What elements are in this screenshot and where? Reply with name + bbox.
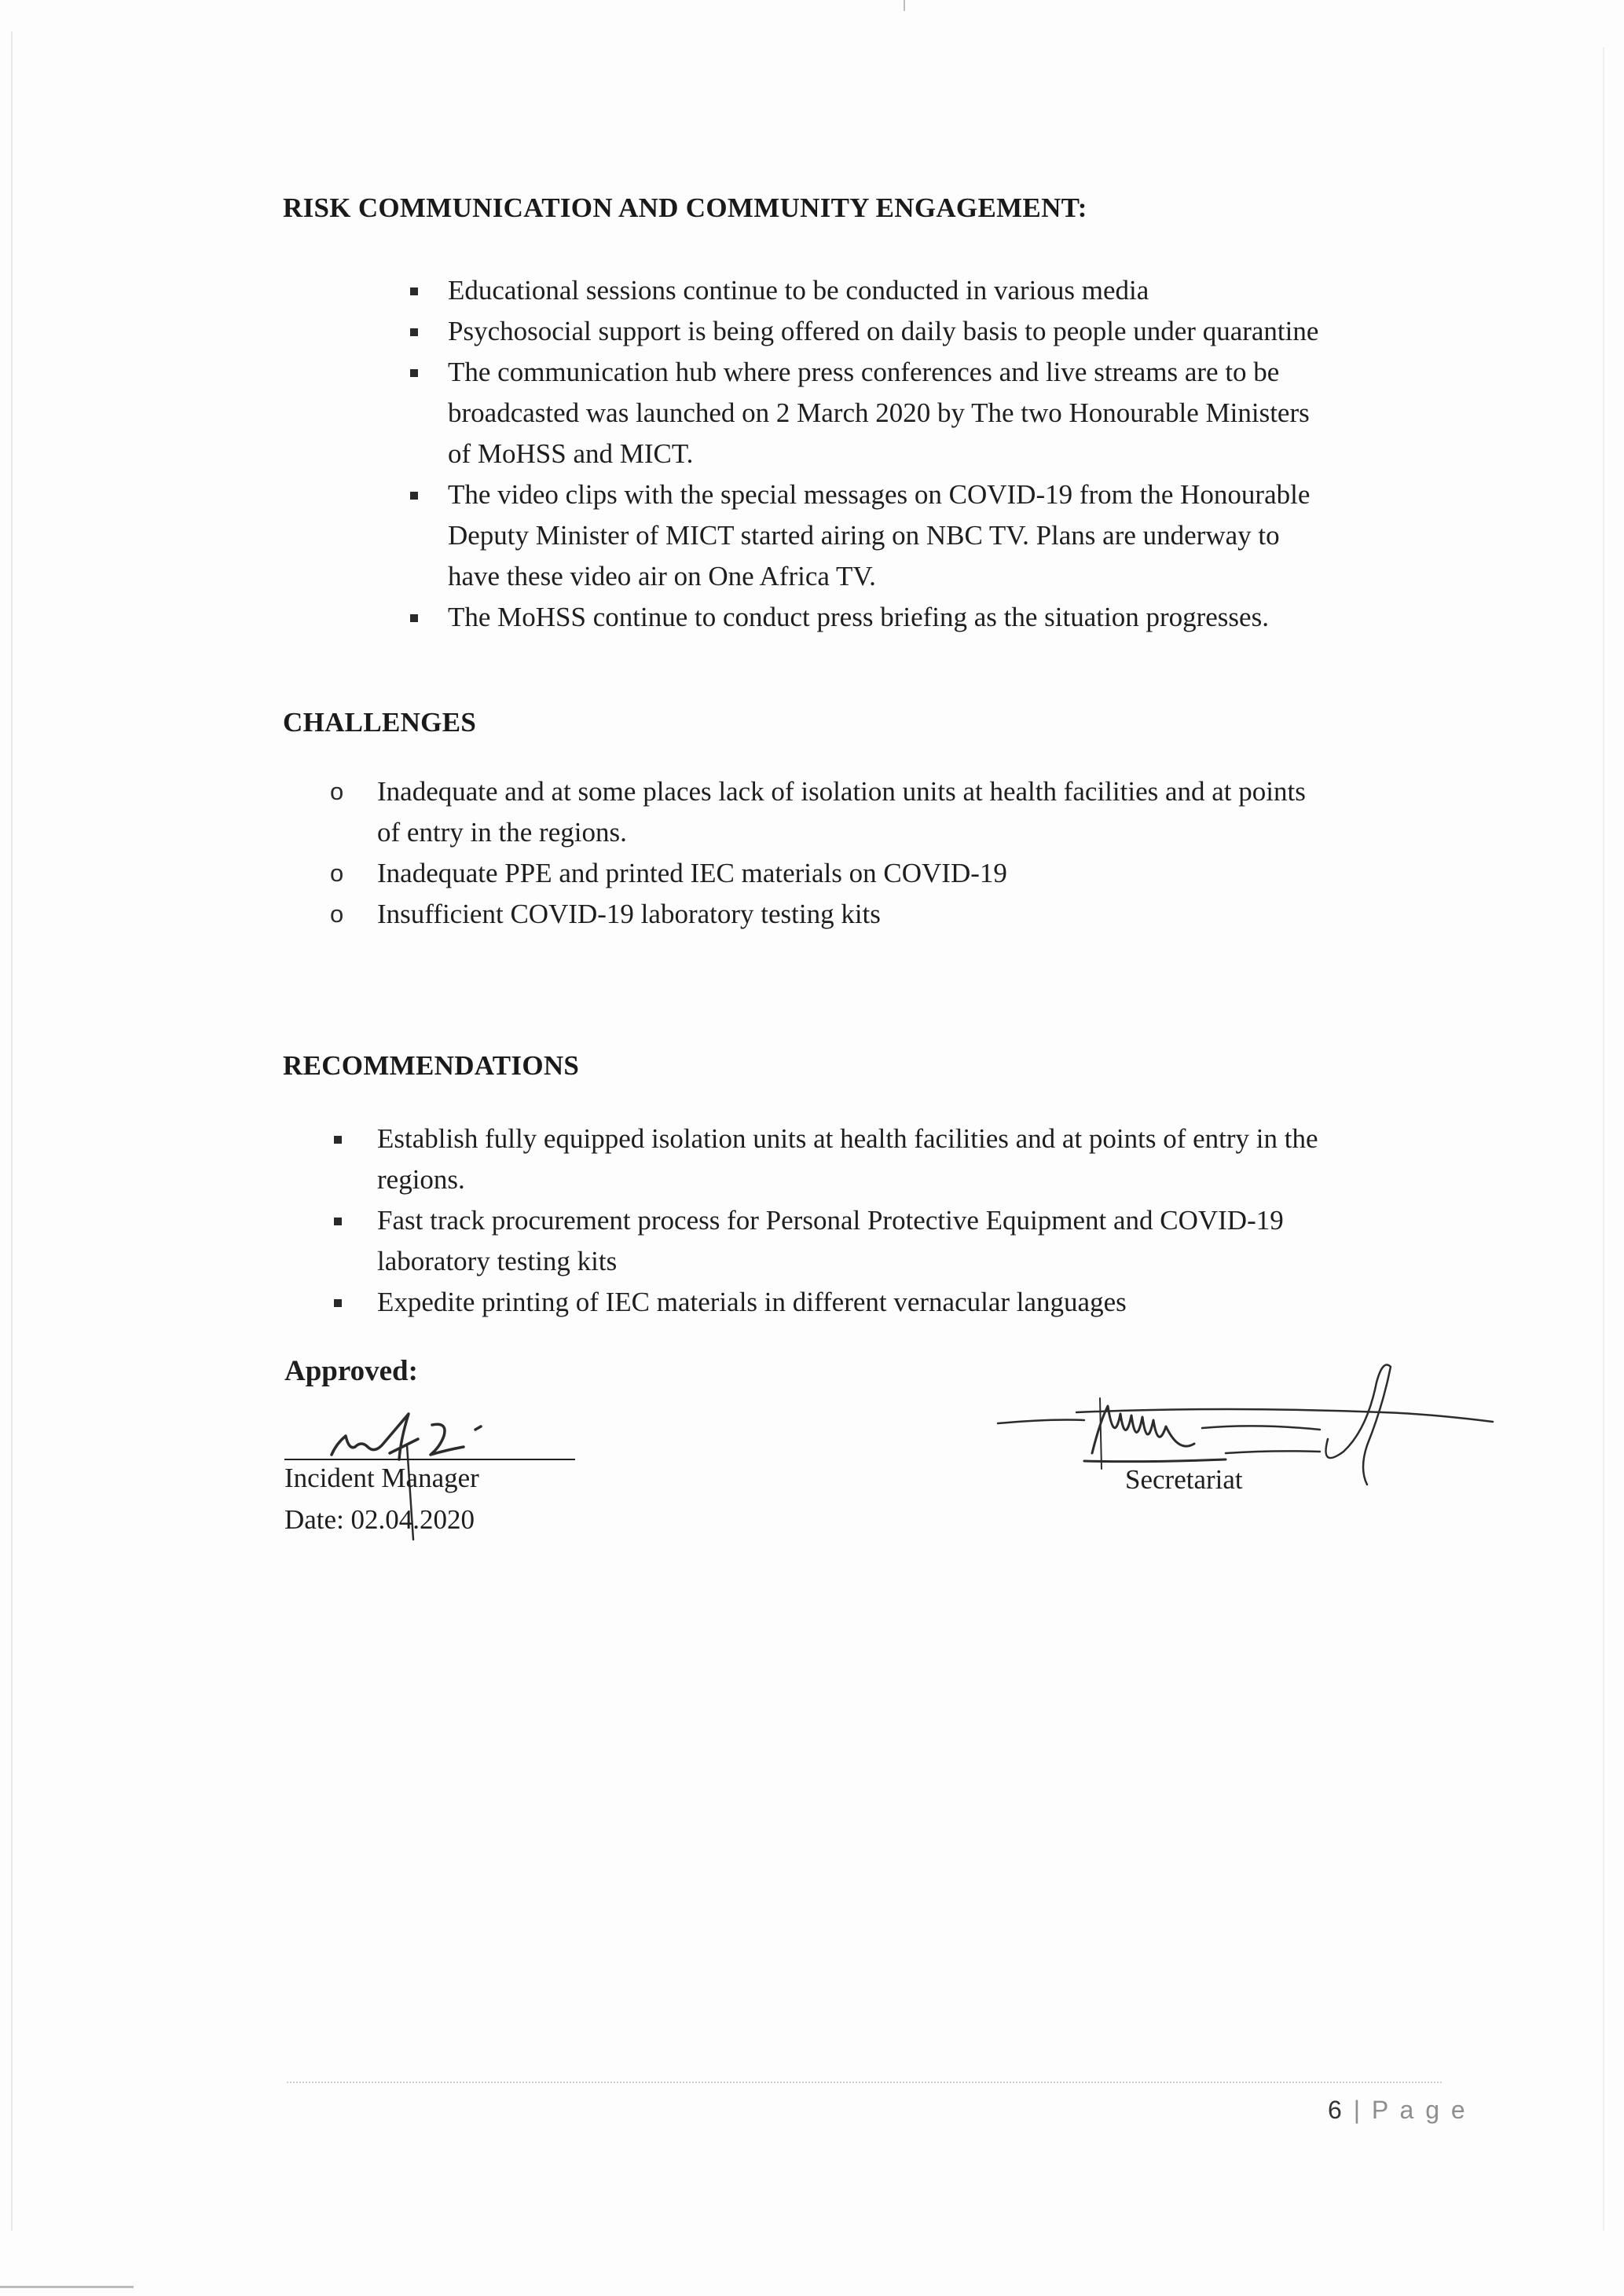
list-item-text: The video clips with the special messages on COVID-19 from the Honourable [448, 479, 1311, 510]
page-number-separator: | [1353, 2096, 1362, 2124]
list-item-text: have these video air on One Africa TV. [448, 561, 876, 591]
square-bullet-icon [334, 1136, 342, 1144]
list-item-text: Inadequate and at some places lack of isolation units at health facilities and at points [377, 776, 1306, 807]
list-item-text: Establish fully equipped isolation units at health facilities and at points of entry in the [377, 1123, 1318, 1154]
square-bullet-icon [334, 1299, 342, 1307]
list-item [448, 474, 1493, 597]
list-item [377, 1200, 1477, 1282]
page-number [1328, 2096, 1468, 2125]
list-item [377, 1282, 1477, 1323]
list-item-text: of MoHSS and MICT. [448, 438, 694, 469]
square-bullet-icon [410, 614, 418, 622]
incident-manager-title: Incident Manager [284, 1463, 479, 1493]
list-item [330, 771, 1477, 853]
list-item [448, 597, 1493, 638]
square-bullet-icon [410, 492, 418, 500]
square-bullet-icon [410, 369, 418, 377]
square-bullet-icon [410, 287, 418, 295]
list-item [448, 311, 1493, 352]
heading-recommendations: RECOMMENDATIONS [283, 1050, 580, 1081]
list-item-text: Psychosocial support is being offered on daily basis to people under quarantine [448, 316, 1319, 346]
square-bullet-icon [410, 328, 418, 336]
list-item-text: Insufficient COVID-19 laboratory testing kits [377, 899, 881, 929]
approved-label: Approved: [284, 1355, 418, 1387]
scan-mark-top [904, 0, 905, 11]
recommendations-list [377, 1119, 1477, 1323]
list-item [448, 352, 1493, 474]
square-bullet-icon [334, 1218, 342, 1225]
secretariat-signature [990, 1351, 1501, 1508]
approval-date: Date: 02.04.2020 [284, 1504, 475, 1535]
list-item-text: Expedite printing of IEC materials in different vernacular languages [377, 1287, 1127, 1317]
incident-manager-signature-line [284, 1459, 575, 1460]
list-item-text: broadcasted was launched on 2 March 2020 by The two Honourable Ministers [448, 397, 1310, 428]
heading-risk-communication: RISK COMMUNICATION AND COMMUNITY ENGAGEMENT: [283, 192, 1087, 223]
list-item-text: Educational sessions continue to be conducted in various media [448, 275, 1149, 306]
list-item-text: Deputy Minister of MICT started airing on NBC TV. Plans are underway to [448, 520, 1280, 551]
circle-bullet-icon: o [330, 900, 344, 928]
list-item-text: Inadequate PPE and printed IEC materials on COVID-19 [377, 858, 1007, 888]
list-item [330, 894, 1477, 935]
list-item-text: The communication hub where press conferences and live streams are to be [448, 357, 1280, 387]
heading-challenges: CHALLENGES [283, 707, 477, 738]
list-item [330, 853, 1477, 894]
footer-rule [287, 2082, 1442, 2083]
list-item-text: The MoHSS continue to conduct press briefing as the situation progresses. [448, 602, 1269, 632]
list-item-text: regions. [377, 1164, 465, 1195]
list-item-text: of entry in the regions. [377, 817, 627, 848]
page-number-label: P a g e [1371, 2096, 1468, 2124]
list-item-text: laboratory testing kits [377, 1246, 618, 1276]
page-number-value: 6 [1328, 2096, 1344, 2124]
list-item [377, 1119, 1477, 1200]
circle-bullet-icon: o [330, 778, 344, 805]
challenges-list [330, 771, 1477, 935]
list-item [448, 270, 1493, 311]
secretariat-title: Secretariat [1125, 1464, 1243, 1495]
scan-edge-right [1603, 47, 1604, 2231]
risk-communication-list [448, 270, 1493, 638]
scan-edge-left [11, 31, 13, 2231]
scan-mark-bottom-left [0, 2286, 134, 2288]
list-item-text: Fast track procurement process for Personal Protective Equipment and COVID-19 [377, 1205, 1284, 1236]
circle-bullet-icon: o [330, 859, 344, 887]
